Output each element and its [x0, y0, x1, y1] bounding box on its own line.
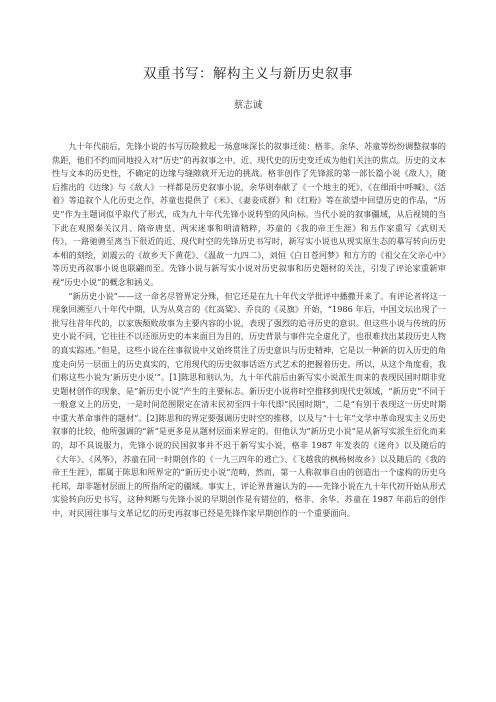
article-author: 蔡志诚 — [233, 100, 263, 111]
body-paragraph: 九十年代前后，先锋小说的书写历险掀起一场意味深长的叙事迁徙：格非、余华、苏童等纷纷调整叙事的焦距，他们不约而同地投入对“历史”的再叙事之中，近、现代史的历史变迁成为他们关注的焦点。历史的文本性与文本的历史性，不确定的边缘与缝隙就开无边的挑战。格非创作了先锋派的第一部长篇小说《敌人》，随后推出的《边缘》与《敌人》一样都是历史叙事小说，余华则奉献了《一个地主的死》、《在细雨中呼喊》、《活着》等追叙个人化历史之作，苏童也提供了《米》、《妻妾成群》和《红粉》等在欲望中回望历史的作品，“历史”作为主题词似乎取代了形式，成为九十年代先锋小说转型的风向标。当代小说的叙事疆域，从后视镜的当下此在观照秦关汉月、隋帝唐皇、两宋迷事和明清精粹，苏童的《我的帝王生涯》和五作家重写《武则天传》，一路驰骋至离当下很近的近、现代时空的先锋历史书写时，新写实小说也从现实原生态的摹写转向历史本相的刻绘，刘震云的《故乡天下黄花》、《温故一九四二》，刘恒《白日苍河梦》和方方的《祖父在父亲心中》等历史再叙事小说也联翩而至。先锋小说与新写实小说对历史叙事和历史题材的关注，引发了评论家重新审视“历史小说”的概念和涵义。 — [52, 141, 446, 287]
article-body — [52, 140, 446, 521]
body-paragraph: “新历史小说”——这一命名尽管界定分殊，但它还是在九十年代文学批评中播撒开来了。有评论者将这一现象回溯至八十年代中期，认为从莫言的《红高粱》、乔良的《灵旗》开始，“1986 年后，中国文坛出现了一批写往昔年代的，以家族颓败故事为主要内容的小说，表现了强烈的追寻历史的意识。但这些小说与传统的历史小说不同，它往往不以还原历史的本来面目为目的，历史背景与事件完全虚化了，也很难找出某段历史人物的真实踪迹。”但是，这些小说在往事叙说中又始终贯注了历史意识与历史精神，它是以一种新的切入历史的角度走向另一层面上的历史真实的，它用现代的历史叙事话语方式艺术的把握着历史。所以，从这个角度看，我们称这些小说为‘新历史小说’”。[1]陈思和则认为，九十年代前后由新写实小说派生而来的表现民国时期非党史题材创作的现象，是“新历史小说”产生的主要标志。新历史小说将时空推移到现代史领域，“新历史”不同于一般意义上的历史，一是时间范围限定在清末民初至四十年代即“民国时期”，二是“有别于表现这一历史时期中重大革命事件的题材”。[2]陈思和的界定要强调历史时空的推移，以及与“十七年”文学中革命现实主义历史叙事的比较，他所强调的“新”是更多是从题材层面来界定的。但他认为“新历史小说”是从新写实派生衍化而来的，却不具说服力，先锋小说的民国叙事并不迟于新写实小说，格非 1987 年发表的《迷舟》以及随后的《大年》、《风筝》，苏童在同一时期创作的《一九三四年的逃亡》、《飞越我的枫杨树故乡》以及随后的《我的帝王生涯》，都属于陈思和所界定的“新历史小说”范畴，然而，第一人称叙事自由的创造出一个虚构的历史乌托邦，却非题材层面上的所指所定的疆域。事实上，评论界普遍认为的——先锋小说在九十年代初开始从形式实验转向历史书写，这种判断与先锋小说的早期创作是有错位的，格非、余华、苏童在 1987 年前后的创作中，对民国往事与文革记忆的历史再叙事已经是先锋作家早期创作的一个重要面向。 — [52, 290, 446, 519]
article-title: 双重书写：解构主义与新历史叙事 — [143, 66, 353, 82]
